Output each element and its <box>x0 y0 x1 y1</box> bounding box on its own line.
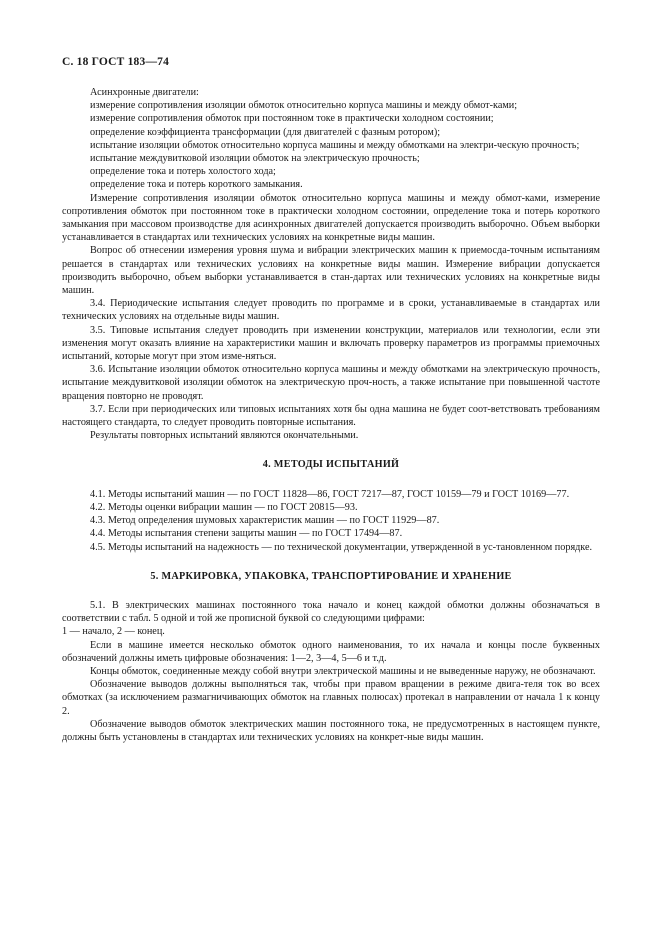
paragraph: испытание междувитковой изоляции обмоток на электрическую прочность; <box>90 153 420 165</box>
paragraph: Обозначение выводов обмоток электрических машин постоянного тока, не предусмотренных в настоящем пункте, должны быть установлены в стандартах или технических условиях на конкрет-ные виды машин. <box>62 718 600 743</box>
page-header: С. 18 ГОСТ 183—74 <box>62 56 170 68</box>
document-body <box>62 86 600 744</box>
paragraph: 4.5. Методы испытаний на надежность — по технической документации, утвержденной в ус-тановленном порядке. <box>90 541 593 553</box>
paragraph: 4.2. Методы оценки вибрации машин — по ГОСТ 20815—93. <box>90 501 358 513</box>
paragraph: Концы обмоток, соединенные между собой внутри электрической машины и не выведенные наружу, не обозначают. <box>90 665 596 677</box>
section-heading: 4. МЕТОДЫ ИСПЫТАНИЙ <box>262 459 400 471</box>
paragraph: 3.7. Если при периодических или типовых испытаниях хотя бы одна машина не будет соот-ветствовать требованиям настоящего стандарта, то следует проводить повторные испытания. <box>62 403 600 429</box>
paragraph: измерение сопротивления изоляции обмоток относительно корпуса машины и между обмот-ками; <box>90 100 518 112</box>
paragraph: испытание изоляции обмоток относительно корпуса машины и между обмотками на электри-ческую прочность; <box>90 139 580 151</box>
paragraph: 3.4. Периодические испытания следует проводить по программе и в сроки, устанавливаемые в стандартах или технических условиях на отдельные виды машин. <box>62 298 600 323</box>
section-heading: 5. МАРКИРОВКА, УПАКОВКА, ТРАНСПОРТИРОВАНИЕ И ХРАНЕНИЕ <box>150 570 512 582</box>
paragraph: 4.4. Методы испытания степени защиты машин — по ГОСТ 17494—87. <box>90 528 403 540</box>
paragraph: Результаты повторных испытаний являются окончательными. <box>90 430 359 442</box>
paragraph: Обозначение выводов должны выполняться так, чтобы при правом вращении в режиме двига-теля ток во всех обмотках (за исключением размагничивающих обмоток на главных полюсах) протекал в направлении от начала 1 к концу 2. <box>62 679 600 717</box>
paragraph: определение коэффициента трансформации (для двигателей с фазным ротором); <box>90 126 441 138</box>
paragraph: Если в машине имеется несколько обмоток одного наименования, то их начала и концы после буквенных обозначений должны иметь цифровые обозначения: 1—2, 3—4, 5—6 и т.д. <box>62 639 600 664</box>
paragraph: Вопрос об отнесении измерения уровня шума и вибрации электрических машин к приемосда-точным испытаниям решается в стандартах или технических условиях на конкретные виды машин. Измерение вибрации допускается производить выборочно, объем выборки устанавливается в стан-дартах или технических условиях на конкретные виды машин. <box>62 245 600 297</box>
paragraph: 4.3. Метод определения шумовых характеристик машин — по ГОСТ 11929—87. <box>90 515 440 527</box>
paragraph: 3.6. Испытание изоляции обмоток относительно корпуса машины и между обмотками на электрическую прочность, испытание междувитковой изоляции обмоток на электрическую проч-ность, а также испытание при повышенной частоте вращения повторно не проводят. <box>62 364 600 402</box>
paragraph: Асинхронные двигатели: <box>90 87 199 98</box>
paragraph: определение тока и потерь холостого хода; <box>90 166 276 178</box>
paragraph: определение тока и потерь короткого замыкания. <box>90 179 303 191</box>
paragraph: Измерение сопротивления изоляции обмоток относительно корпуса машины и между обмот-ками, измерение сопротивления обмоток при постоянном токе в практически холодном состоянии, определение тока и потерь короткого замыкания при массовом производстве для асинхронных двигателей допускается производить выборочно. Объем выборки устанавливается в стандартах или технических условиях на конкретные виды машин. <box>62 192 600 244</box>
paragraph: 1 — начало, 2 — конец. <box>62 626 165 638</box>
paragraph: 5.1. В электрических машинах постоянного тока начало и конец каждой обмотки должны обозначаться в соответствии с табл. 5 одной и той же прописной буквой со следующими цифрами: <box>62 599 600 625</box>
paragraph: 4.1. Методы испытаний машин — по ГОСТ 11828—86, ГОСТ 7217—87, ГОСТ 10159—79 и ГОСТ 10169—77. <box>90 488 570 500</box>
paragraph: 3.5. Типовые испытания следует проводить при изменении конструкции, материалов или технологии, если эти изменения могут оказать влияние на характеристики машин и включать проверку параметров из программы приемочных испытаний, которые могут при этом изме-няться. <box>62 324 600 363</box>
paragraph: измерение сопротивления обмоток при постоянном токе в практически холодном состоянии; <box>90 113 494 125</box>
